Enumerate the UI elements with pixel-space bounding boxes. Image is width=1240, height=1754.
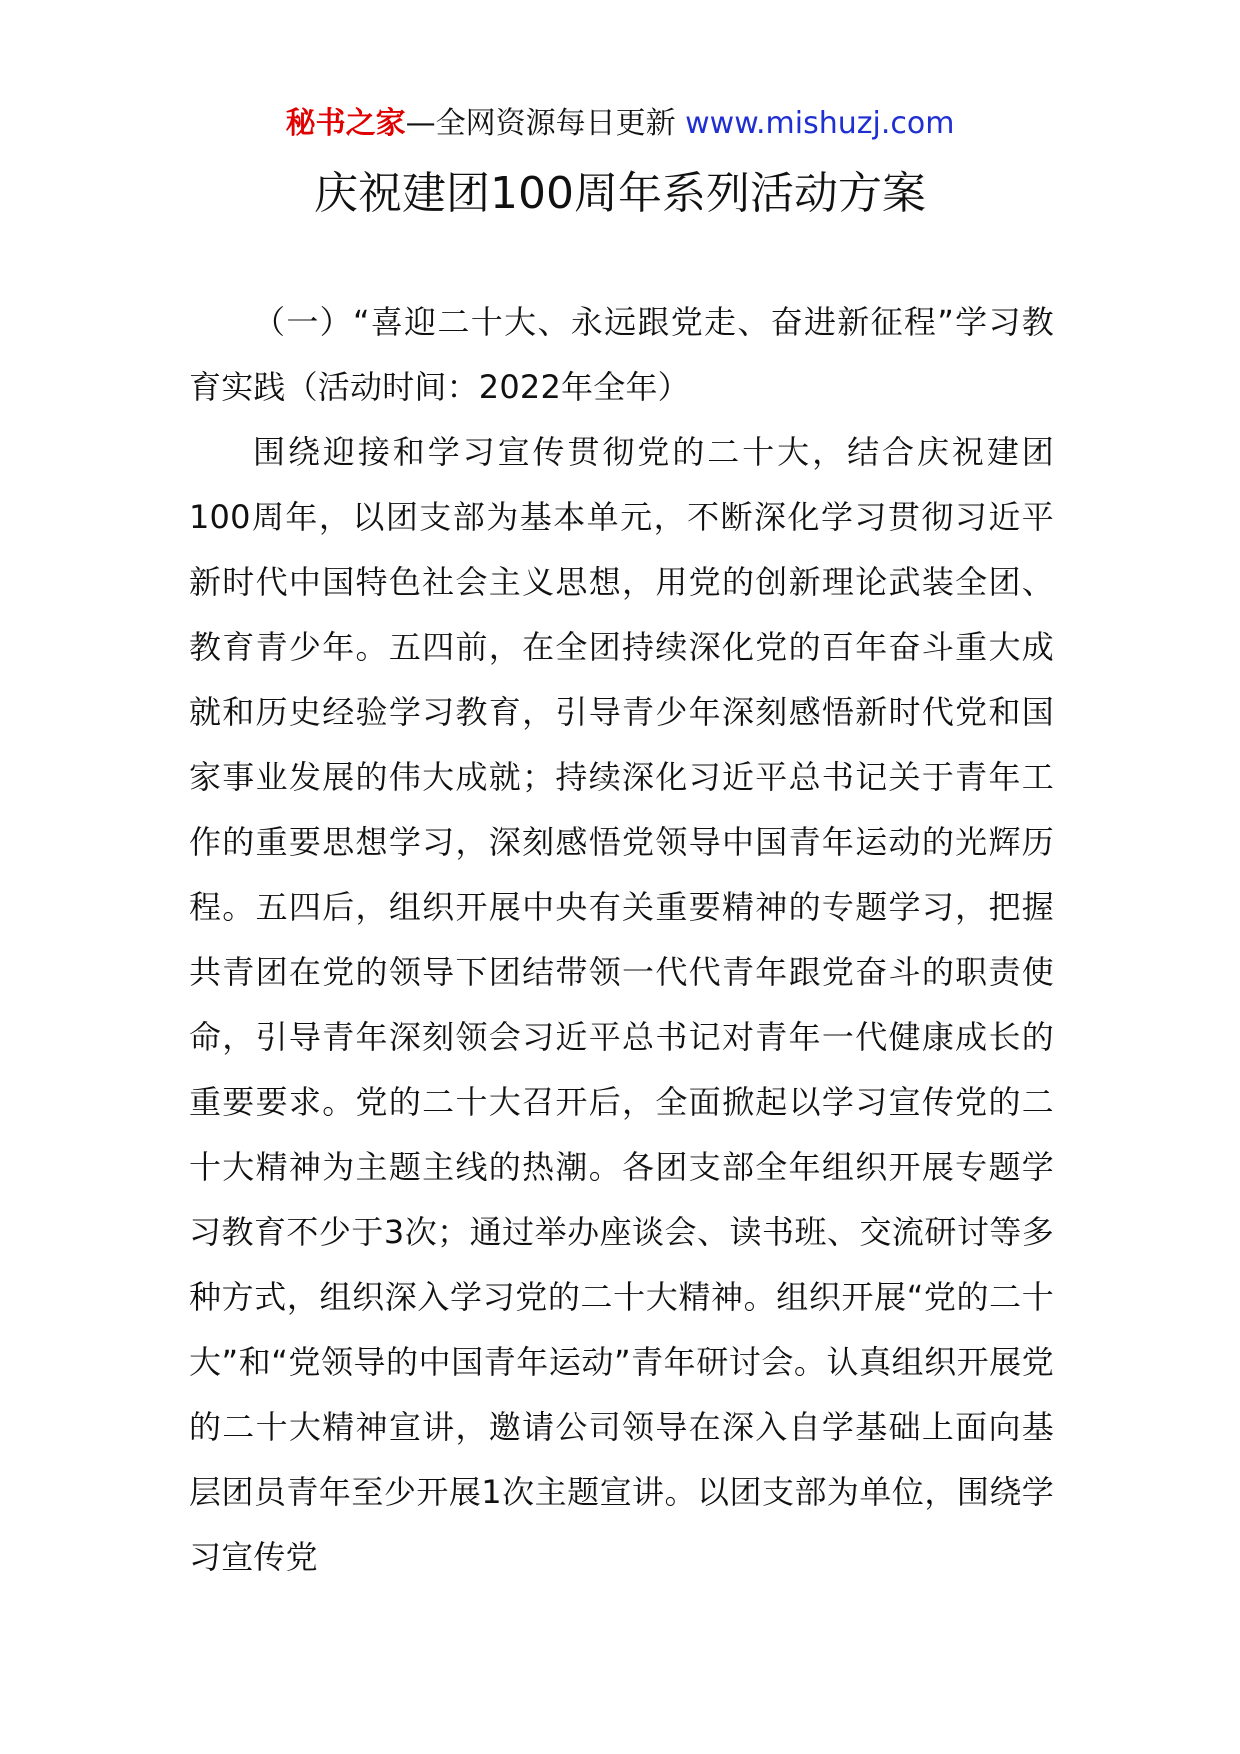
site-brand: 秘书之家 [285, 106, 406, 141]
document-title: 庆祝建团100周年系列活动方案 [314, 168, 926, 219]
site-url-link[interactable]: www.mishuzj.com [685, 106, 955, 141]
body-paragraph: 围绕迎接和学习宣传贯彻党的二十大，结合庆祝建团100周年，以团支部为基本单元，不断深化学习贯彻习近平新时代中国特色社会主义思想，用党的创新理论武装全团、教育青少年。五四前，在全团持续深化党的百年奋斗重大成就和历史经验学习教育，引导青少年深刻感悟新时代党和国家事业发展的伟大成就；持续深化习近平总书记关于青年工作的重要思想学习，深刻感悟党领导中国青年运动的光辉历程。五四后，组织开展中央有关重要精神的专题学习，把握共青团在党的领导下团结带领一代代青年跟党奋斗的职责使命，引导青年深刻领会习近平总书记对青年一代健康成长的重要要求。党的二十大召开后，全面掀起以学习宣传党的二十大精神为主题主线的热潮。各团支部全年组织开展专题学习教育不少于3次；通过举办座谈会、读书班、交流研讨等多种方式，组织深入学习党的二十大精神。组织开展“党的二十大”和“党领导的中国青年运动”青年研讨会。认真组织开展党的二十大精神宣讲，邀请公司领导在深入自学基础上面向基层团员青年至少开展1次主题宣讲。以团支部为单位，围绕学习宣传党 [189, 433, 1054, 1576]
site-header [0, 100, 1240, 148]
document-body [189, 290, 1054, 1590]
section-heading-paragraph: （一）“喜迎二十大、永远跟党走、奋进新征程”学习教育实践（活动时间：2022年全年） [189, 303, 1054, 406]
site-tagline: —全网资源每日更新 [405, 106, 676, 141]
